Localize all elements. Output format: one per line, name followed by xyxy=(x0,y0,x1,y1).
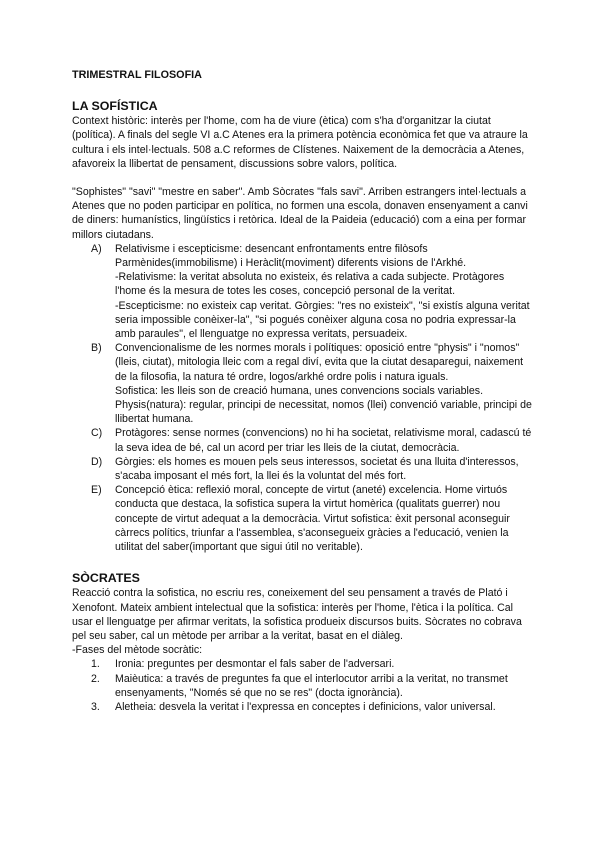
phases-list xyxy=(72,657,532,714)
list-item xyxy=(72,341,532,426)
list-item-text: -Escepticisme: no existeix cap veritat. Gòrgies: "res no existeix", "si existís alguna veritat seria impossible conèixer-la", "si pogués conèixer alguna cosa no podria expressar-la amb paraules", el llenguatge no expressa veritats, persuadeix. xyxy=(115,299,530,341)
list-marker: 3. xyxy=(91,700,100,713)
list-marker: 2. xyxy=(91,672,100,685)
list-item xyxy=(72,700,532,714)
list-item-text: Concepció ètica: reflexió moral, concepte de virtut (aneté) excelencia. Home virtuós conducta que destaca, la sofistica supera la virtut homèrica (qualitats guerrer) nou concepte de virtut adequat a la democràcia. Virtut sofistica: èxit personal aconseguir càrrecs polítics, triunfar a l'assemblea, s'aconsegueix gràcies a l'educació, venien la utilitat del saber(important que sigui útil no veritable). xyxy=(115,484,510,554)
list-item-text: Physis(natura): regular, principi de necessitat, nomos (llei) convenció variable, principi de llibertat humana. xyxy=(115,399,532,426)
list-item-text: Gòrgies: els homes es mouen pels seus interessos, societat és una lluita d'interessos, s'acaba imposant el més fort, la llei és la voluntat del més fort. xyxy=(115,455,519,483)
list-item xyxy=(72,426,532,454)
list-item-text: Relativisme i escepticisme: desencant enfrontaments entre filòsofs Parmènides(immobilisme) i Heràclit(moviment) diferents visions de l'Arkhé. xyxy=(115,242,467,270)
list-item xyxy=(72,483,532,554)
paragraph-context: Context històric: interès per l'home, com ha de viure (ètica) com s'ha d'organitzar la ciutat (política). A finals del segle VI a.C Atenes era la primera potència econòmica fet que va atraure la cultura i els intel·lectuals. 508 a.C reformes de Clístenes. Naixement de la democràcia a Atenes, afavoreix la llibertat de pensament, discussions sobre valors, política. xyxy=(72,115,528,170)
section-heading-socrates: SÒCRATES xyxy=(72,571,140,586)
list-marker: C) xyxy=(91,427,103,440)
list-item-text: Ironia: preguntes per desmontar el fals saber de l'adversari. xyxy=(115,658,395,671)
list-item-text: Protàgores: sense normes (convencions) no hi ha societat, relativisme moral, cadascú té la seva idea de bé, cal un acord per triar les lleis de la ciutat, democràcia. xyxy=(115,427,532,454)
list-item-text: Convencionalisme de les normes morals i polítiques: oposició entre "physis" i "nomos" (lleis, ciutat), mitologia lleic com a regal diví, evita que la ciutat desaparegui, naixement de la filosofia, la natura té ordre, logos/arkhé ordre polis i natura iguals. xyxy=(115,342,524,383)
list-item xyxy=(72,657,532,671)
list-item xyxy=(72,242,532,341)
list-item-text: -Relativisme: la veritat absoluta no existeix, és relativa a cada subjecte. Protàgores l'home és la mesura de totes les coses, concepció personal de la veritat. xyxy=(115,271,505,298)
sofistica-list xyxy=(72,242,532,554)
section-heading-sofistica: LA SOFÍSTICA xyxy=(72,99,158,114)
list-item-text: Maièutica: a través de preguntes fa que el interlocutor arribi a la veritat, no transmet ensenyaments, "Només sé que no se res" (docta ignorància). xyxy=(115,672,508,699)
phases-label: -Fases del mètode socràtic: xyxy=(72,644,203,657)
list-marker: A) xyxy=(91,242,102,255)
document-page xyxy=(72,68,532,714)
list-item-text: Sofistica: les lleis son de creació humana, unes convencions socials variables. xyxy=(115,384,484,397)
list-item xyxy=(72,672,532,700)
list-marker: 1. xyxy=(91,658,100,671)
list-item xyxy=(72,455,532,483)
paragraph-sophistes: "Sophistes" "savi" "mestre en saber". Amb Sòcrates "fals savi". Arriben estrangers intel·lectuals a Atenes que no poden participar en política, no formen una escola, donaven ensenyament a canvi de diners: humanístics, lingüístics i retòrica. Ideal de la Paideia (educació) com a eina per formar millors ciutadans. xyxy=(72,186,528,241)
list-marker: D) xyxy=(91,455,103,468)
list-marker: E) xyxy=(91,484,102,497)
list-marker: B) xyxy=(91,342,102,355)
paragraph-socrates: Reacció contra la sofistica, no escriu res, coneixement del seu pensament a través de Plató i Xenofont. Mateix ambient intelectual que la sofistica: interès per l'home, l'ètica i la política. Cal usar el llenguatge per afirmar veritats, la sofistica produeix discursos buits. Sòcrates no cobrava pel seu saber, cal un mètode per arribar a la veritat, basat en el diàleg. xyxy=(72,587,522,642)
document-title: TRIMESTRAL FILOSOFIA xyxy=(72,69,202,81)
list-item-text: Aletheia: desvela la veritat i l'expressa en conceptes i definicions, valor universal. xyxy=(115,700,496,713)
